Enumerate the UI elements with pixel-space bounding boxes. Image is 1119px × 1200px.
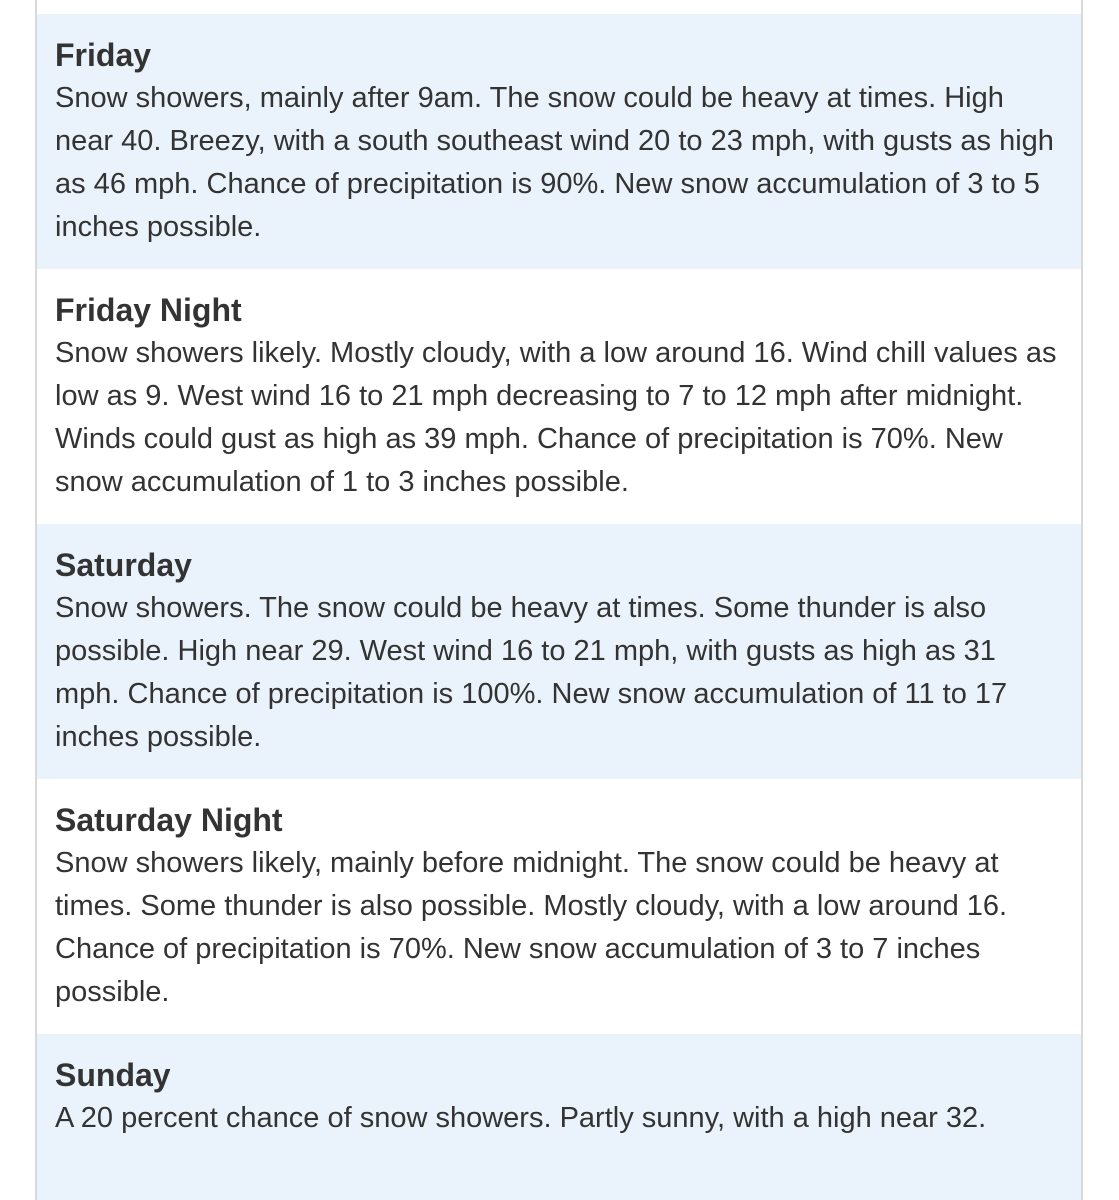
forecast-period-label: Friday (55, 37, 152, 73)
forecast-period-text: Snow showers likely, mainly before midnight. The snow could be heavy at times. Some thunder is also possible. Mostly cloudy, with a low around 16. Chance of precipitation is 70%. New snow accumulation of 3 to 7 inches possible. (55, 847, 1008, 1008)
forecast-period-text: Snow showers, mainly after 9am. The snow could be heavy at times. High near 40. Breezy, with a south southeast wind 20 to 23 mph, with gusts as high as 46 mph. Chance of precipitation is 90%. New snow accumulation of 3 to 5 inches possible. (55, 82, 1054, 243)
forecast-row-sunday (37, 1034, 1081, 1200)
panel-top-spacer (37, 0, 1081, 14)
forecast-row-saturday (37, 524, 1081, 779)
forecast-period-text: Snow showers. The snow could be heavy at times. Some thunder is also possible. High near 29. West wind 16 to 21 mph, with gusts as high as 31 mph. Chance of precipitation is 100%. New snow accumulation of 11 to 17 inches possible. (55, 592, 1008, 753)
forecast-period-text: Snow showers likely. Mostly cloudy, with a low around 16. Wind chill values as low as 9. West wind 16 to 21 mph decreasing to 7 to 12 mph after midnight. Winds could gust as high as 39 mph. Chance of precipitation is 70%. New snow accumulation of 1 to 3 inches possible. (55, 337, 1057, 498)
forecast-period-text: A 20 percent chance of snow showers. Partly sunny, with a high near 32. (55, 1102, 987, 1134)
forecast-period-label: Saturday Night (55, 802, 283, 838)
forecast-period-label: Saturday (55, 547, 192, 583)
forecast-period-label: Sunday (55, 1057, 171, 1093)
forecast-row-friday (37, 14, 1081, 269)
detailed-forecast-panel (35, 0, 1083, 1200)
forecast-row-friday-night (37, 269, 1081, 524)
forecast-row-saturday-night (37, 779, 1081, 1034)
forecast-period-label: Friday Night (55, 292, 242, 328)
